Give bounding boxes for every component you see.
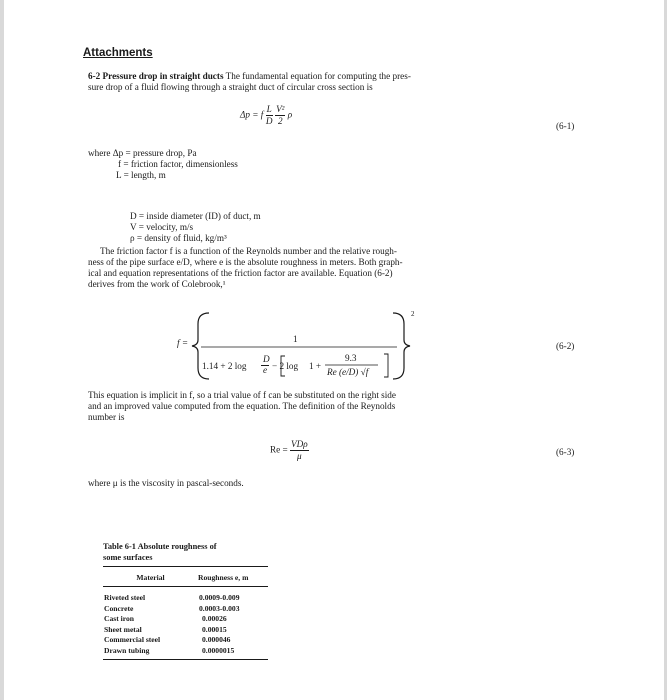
def-rho: ρ = density of fluid, kg/m³ <box>130 233 227 243</box>
implicit-paragraph <box>88 390 396 423</box>
table-row <box>103 614 268 625</box>
row-roughness: 0.0009-0.009 <box>199 593 240 602</box>
para3-line-3: number is <box>88 412 125 422</box>
eq2-number: (6-2) <box>556 341 575 351</box>
para2-line-2: ness of the pipe surface e/D, where e is the absolute roughness in meters. Both graph- <box>88 257 403 267</box>
para2-line-3: ical and equation representations of the friction factor are available. Equation (6-2) <box>88 268 393 278</box>
eq2-term1: 1.14 + 2 log <box>202 361 247 371</box>
eq2-num-9-3: 9.3 <box>345 353 357 363</box>
row-material: Riveted steel <box>104 593 146 602</box>
col-material-header: Material <box>136 573 165 582</box>
section-intro <box>88 71 411 93</box>
table-bottom-rule <box>103 656 268 660</box>
table-caption-line-2: some surfaces <box>103 553 153 562</box>
viscosity-note: where μ is the viscosity in pascal-seconds. <box>88 478 244 488</box>
row-roughness: 0.0003-0.003 <box>199 603 240 613</box>
eq2-frac-d: D <box>263 354 270 364</box>
eq1-den-d: D <box>265 116 273 126</box>
table-caption-line-1: Table 6-1 Absolute roughness of <box>103 542 217 551</box>
friction-factor-paragraph <box>88 246 403 290</box>
page-border-left <box>0 0 4 700</box>
row-material: Drawn tubing <box>104 645 150 655</box>
def-l: L = length, m <box>116 170 166 180</box>
equation-6-2 <box>175 310 415 382</box>
row-material: Concrete <box>104 603 134 613</box>
eq1-rho: ρ <box>287 109 293 120</box>
eq2-exponent: 2 <box>411 310 415 318</box>
table-row <box>103 604 268 615</box>
eq2-one: 1 <box>293 334 298 344</box>
eq1-fraction-l-d <box>266 104 273 127</box>
eq3-lhs: Re = <box>270 444 288 455</box>
row-roughness: 0.00026 <box>202 614 227 623</box>
table-row <box>103 625 268 636</box>
eq2-lhs: f = <box>177 338 189 348</box>
row-material: Sheet metal <box>104 624 142 634</box>
table-row <box>103 646 268 657</box>
attachments-heading: Attachments <box>83 47 153 59</box>
para2-line-4: derives from the work of Colebrook,¹ <box>88 279 226 289</box>
para2-line-1: The friction factor f is a function of the Reynolds number and the relative rough- <box>100 246 397 256</box>
eq1-den-2: 2 <box>277 116 283 126</box>
eq2-frac-e: e <box>263 365 268 375</box>
intro-line-2: sure drop of a fluid flowing through a straight duct of circular cross section is <box>88 82 373 92</box>
row-roughness: 0.00015 <box>202 624 227 634</box>
def-v: V = velocity, m/s <box>130 222 194 232</box>
def-f: f = friction factor, dimensionless <box>118 159 238 169</box>
intro-line-1: The fundamental equation for computing the pres- <box>225 71 411 81</box>
section-title: 6-2 Pressure drop in straight ducts <box>88 71 224 81</box>
eq1-lhs: Δp = f <box>240 109 264 120</box>
para3-line-2: and an improved value computed from the equation. The definition of the Reynolds <box>88 401 396 411</box>
roughness-table <box>103 566 268 660</box>
eq3-num: VDρ <box>290 439 308 449</box>
equation-6-1 <box>240 104 292 127</box>
table-caption <box>103 541 217 563</box>
eq3-number: (6-3) <box>556 447 575 457</box>
eq3-fraction <box>290 439 309 462</box>
table-top-rule <box>103 566 268 567</box>
eq1-number: (6-1) <box>556 121 575 131</box>
roughness-table-grid <box>103 571 268 660</box>
eq2-one-plus: 1 + <box>309 361 322 371</box>
para3-line-1: This equation is implicit in f, so a trial value of f can be substituted on the right side <box>88 390 396 400</box>
eq3-den: μ <box>297 451 302 461</box>
def-d: D = inside diameter (ID) of duct, m <box>130 211 261 221</box>
table-row <box>103 593 268 604</box>
row-material: Commercial steel <box>104 635 161 644</box>
table-header-row <box>103 571 268 587</box>
eq2-denominator: Re (e/D) √f <box>327 367 369 377</box>
definitions-list-2 <box>130 211 261 244</box>
eq1-num-l: L <box>266 104 272 114</box>
eq2-term2: − 2 log <box>272 361 299 371</box>
table-row <box>103 635 268 646</box>
equation-6-3 <box>270 439 309 462</box>
definitions-list-1 <box>88 148 238 181</box>
row-material: Cast iron <box>104 614 135 623</box>
eq1-fraction-v2-2 <box>275 104 285 127</box>
col-roughness-header: Roughness e, m <box>198 573 249 582</box>
row-roughness: 0.0000015 <box>202 645 235 655</box>
eq1-num-v2: V² <box>276 104 285 114</box>
row-roughness: 0.000046 <box>202 635 231 644</box>
def-delta-p: where Δp = pressure drop, Pa <box>88 148 197 158</box>
